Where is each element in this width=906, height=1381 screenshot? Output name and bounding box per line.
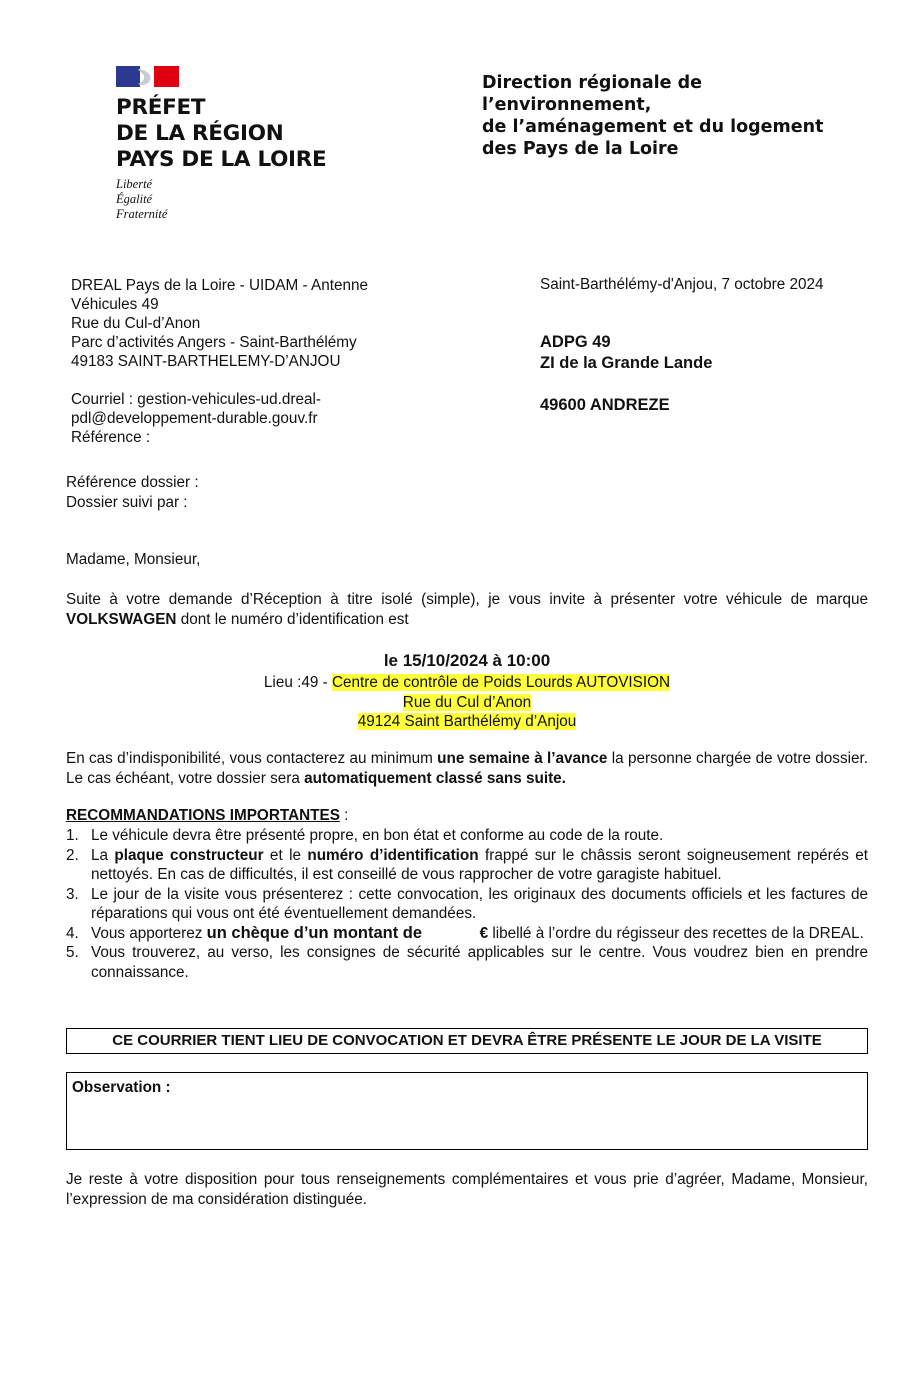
convocation-notice: CE COURRIER TIENT LIEU DE CONVOCATION ET DEVRA ÊTRE PRÉSENTE LE JOUR DE LA VISITE [66,1028,868,1054]
intro-text: Suite à votre demande d’Réception à titre isolé (simple), je vous invite à présenter votre véhicule de marque [66,591,868,608]
recommendations-heading: RECOMMANDATIONS IMPORTANTES [66,807,340,824]
item-text: Le jour de la visite vous présenterez : cette convocation, les originaux des documents officiels et les factures de réparations qui vous ont été éventuellement demandées. [91,885,868,922]
unavail-bold: une semaine à l’avance [437,750,608,767]
item-bold: plaque constructeur [114,846,264,864]
greeting: Madame, Monsieur, [66,551,201,568]
recommendations-colon: : [339,807,349,824]
logo-line: PRÉFET [116,95,206,120]
item-number: 3. [66,885,79,903]
header-title-line: l’environnement, [482,95,652,115]
list-item [66,924,868,944]
appointment-datetime: le 15/10/2024 à 10:00 [383,651,551,670]
list-item [66,826,868,846]
recipient-name: ADPG 49 [540,333,611,351]
item-text: Vous trouverez, au verso, les consignes de sécurité applicables sur le centre. Vous voudrez bien en prendre connaissance. [91,944,868,981]
sender-line: 49183 SAINT-BARTHELEMY-D’ANJOU [71,353,341,370]
reference-dossier: Référence dossier : [66,474,199,491]
sender-reference: Référence : [71,429,151,446]
item-text: Le véhicule devra être présenté propre, en bon état et conforme au code de la route. [91,827,664,844]
marianne-flag-logo [116,66,179,87]
vehicle-brand: VOLKSWAGEN [66,611,177,628]
recommendations-list [66,826,868,982]
unavailability-paragraph [66,749,868,789]
sender-line: DREAL Pays de la Loire - UIDAM - Antenne [71,277,369,294]
recommendations-title [66,807,348,825]
recipient-street: ZI de la Grande Lande [540,354,713,372]
unavail-text: En cas d’indisponibilité, vous contacterez au minimum [66,750,438,767]
recipient-address [540,332,712,416]
prefet-logo-text [116,95,326,173]
motto-line: Fraternité [116,207,168,221]
sender-line: Parc d’activités Angers - Saint-Barthélémy [71,334,357,351]
header-title-line: des Pays de la Loire [482,139,679,159]
euro-sign: € [479,924,489,942]
recipient-city: 49600 ANDREZE [540,396,670,414]
motto-line: Égalité [116,192,153,206]
dossier-references [66,473,199,513]
location-prefix: Lieu :49 - [263,674,332,691]
item-text: et le [263,846,308,864]
header-title-line: Direction régionale de [482,73,703,93]
sender-line: Véhicules 49 [71,296,159,313]
location-street: Rue du Cul d’Anon [402,693,532,711]
item-number: 2. [66,846,79,864]
header-title [482,72,823,160]
item-number: 4. [66,924,79,942]
republic-motto [116,177,167,222]
appointment-location [66,673,868,732]
intro-text-end: dont le numéro d’identification est [176,611,409,628]
item-bold: numéro d’identification [307,846,479,864]
item-bold: un chèque d’un montant de [206,923,423,942]
list-item [66,846,868,885]
sender-address [71,276,368,447]
item-text: La [91,846,115,864]
item-number: 1. [66,827,79,844]
motto-line: Liberté [116,177,153,191]
closing-paragraph: Je reste à votre disposition pour tous renseignements complémentaires et vous prie d’agréer, Madame, Monsieur, l’expression de ma considération distinguée. [66,1171,868,1208]
location-city: 49124 Saint Barthélémy d’Anjou [357,713,577,730]
logo-line: PAYS DE LA LOIRE [116,147,327,172]
unavail-text: la personne chargée de votre dossier. Le cas échéant, votre dossier sera [66,750,868,787]
observation-box [66,1072,868,1150]
sender-email-line: pdl@developpement-durable.gouv.fr [71,410,318,427]
item-text: frappé sur le châssis seront soigneusement repérés et nettoyés. En cas de difficultés, il est conseillé de vous rapprocher de votre garagiste habituel. [91,846,869,883]
item-text: libellé à l’ordre du régisseur des recettes de la DREAL. [488,924,864,942]
list-item [66,943,868,982]
letter-date: Saint-Barthélémy-d'Anjou, 7 octobre 2024 [540,276,824,293]
list-item [66,885,868,924]
header-title-line: de l’aménagement et du logement [482,117,824,137]
location-centre: Centre de contrôle de Poids Lourds AUTOVISION [331,674,671,691]
intro-paragraph [66,590,868,630]
logo-line: DE LA RÉGION [116,121,284,146]
observation-label: Observation : [72,1079,171,1096]
sender-email-line: Courriel : gestion-vehicules-ud.dreal- [71,391,321,408]
item-number: 5. [66,944,79,961]
sender-line: Rue du Cul-d’Anon [71,315,201,332]
dossier-suivi: Dossier suivi par : [66,494,188,511]
unavail-bold: automatiquement classé sans suite. [304,770,566,787]
item-text: Vous apporterez [91,924,207,942]
